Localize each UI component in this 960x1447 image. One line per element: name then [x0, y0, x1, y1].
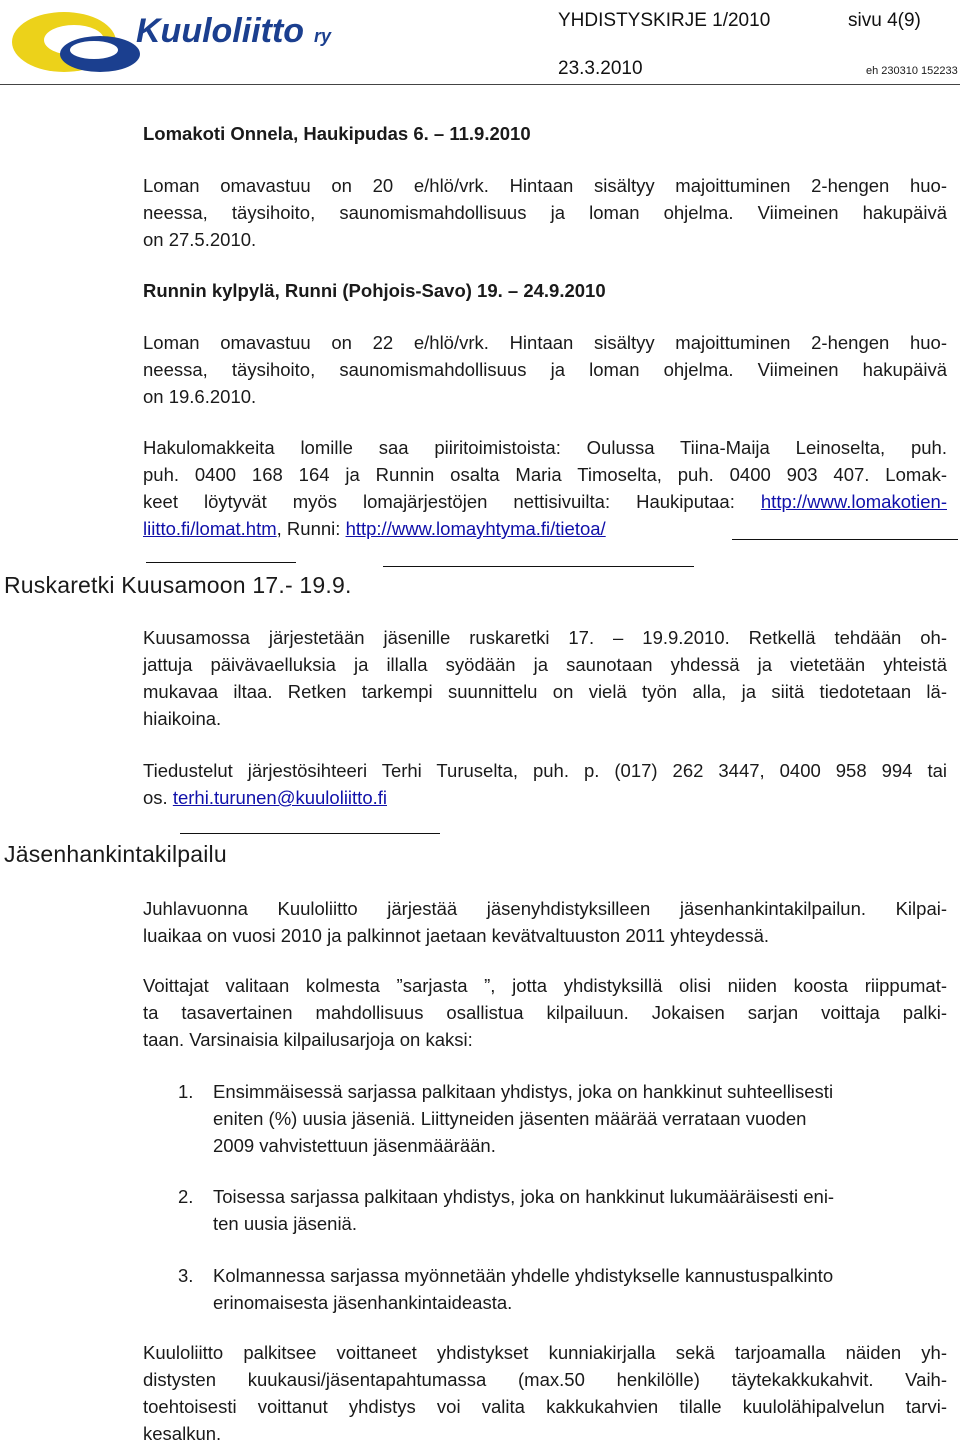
runni-heading: Runnin kylpylä, Runni (Pohjois-Savo) 19. – 24.9.2010	[143, 280, 606, 301]
page-number: sivu 4(9)	[848, 10, 921, 31]
text-line: on 27.5.2010.	[143, 229, 257, 250]
kuuloliitto-logo	[8, 4, 358, 78]
text-line: erinomaisesta jäsenhankintaideasta.	[213, 1292, 513, 1313]
list-number: 1.	[178, 1081, 194, 1102]
kilpailu-intro	[143, 895, 947, 949]
text-line: Kuusamossa järjestetään jäsenille ruskaretki 17. – 19.9.2010. Retkellä tehdään oh-	[143, 627, 947, 648]
text-line	[143, 488, 947, 515]
ruskaretki-paragraph	[143, 624, 947, 732]
runni-paragraph	[143, 329, 947, 410]
divider-line	[732, 539, 958, 540]
text-line: ten uusia jäseniä.	[213, 1213, 357, 1234]
text-line: Tiedustelut järjestösihteeri Terhi Turuselta, puh. p. (017) 262 3447, 0400 958 994 tai	[143, 760, 947, 781]
text-line: on 19.6.2010.	[143, 386, 257, 407]
kilpailu-heading: Jäsenhankintakilpailu	[4, 841, 227, 867]
list-number: 2.	[178, 1186, 194, 1207]
divider-line	[146, 562, 296, 563]
application-paragraph	[143, 434, 947, 542]
text-fragment: os.	[143, 787, 173, 808]
email-link[interactable]: terhi.turunen@kuuloliitto.fi	[172, 787, 387, 808]
haukipudas-link-continued[interactable]: liitto.fi/lomat.htm	[143, 518, 277, 539]
text-fragment: keet löytyvät myös lomajärjestöjen nettisivuilta: Haukiputaa:	[143, 491, 761, 512]
logo-blue-cutout	[70, 41, 118, 59]
text-line: Juhlavuonna Kuuloliitto järjestää jäsenyhdistyksilleen jäsenhankintakilpailun. Kilpai-	[143, 898, 947, 919]
text-line: 2009 vahvistettuun jäsenmäärään.	[213, 1135, 496, 1156]
text-line: distysten kuukausi/jäsentapahtumassa (max.50 henkilölle) täytekakkukahvit. Vaih-	[143, 1369, 947, 1390]
text-line: Kuuloliitto palkitsee voittaneet yhdistykset kunniakirjalla sekä tarjoamalla näiden yh-	[143, 1342, 947, 1363]
runni-link[interactable]: http://www.lomayhtyma.fi/tietoa/	[345, 518, 606, 539]
onnela-heading: Lomakoti Onnela, Haukipudas 6. – 11.9.2010	[143, 123, 531, 144]
onnela-paragraph	[143, 172, 947, 253]
list-item	[178, 1078, 948, 1159]
kilpailu-closing	[143, 1339, 947, 1447]
kilpailu-series	[143, 972, 947, 1053]
divider-line	[383, 566, 694, 567]
text-line	[143, 784, 947, 811]
text-line	[143, 515, 947, 542]
text-line: Kolmannessa sarjassa myönnetään yhdelle yhdistykselle kannustuspalkinto	[213, 1265, 834, 1286]
text-line: jattuja päivävaelluksia ja illalla syödään ja saunotaan yhdessä ja vietetään yhteistä	[143, 654, 947, 675]
doc-reference: eh 230310 152233	[866, 65, 958, 77]
list-item	[178, 1262, 948, 1316]
text-line: Ensimmäisessä sarjassa palkitaan yhdistys, joka on hankkinut suhteellisesti	[213, 1081, 834, 1102]
text-line: Hakulomakkeita lomille saa piiritoimistoista: Oulussa Tiina-Maija Leinoselta, puh.	[143, 437, 947, 458]
text-line: neessa, täysihoito, saunomismahdollisuus ja loman ohjelma. Viimeinen hakupäivä	[143, 202, 947, 223]
text-line: luaikaa on vuosi 2010 ja palkinnot jaetaan kevätvaltuuston 2011 yhteydessä.	[143, 925, 770, 946]
doc-title: YHDISTYSKIRJE 1/2010	[558, 10, 771, 31]
text-fragment: , Runni:	[276, 518, 346, 539]
list-item	[178, 1183, 948, 1237]
haukipudas-link[interactable]: http://www.lomakotien-	[760, 491, 947, 512]
text-line: ta tasavertainen mahdollisuus osallistua kilpailuun. Jokaisen sarjan voittaja palki-	[143, 1002, 947, 1023]
text-line: toehtoisesti voittanut yhdistys voi valita kakkukahvien tilalle kuulolähipalvelun tarvi-	[143, 1396, 947, 1417]
text-line: kesalkun.	[143, 1423, 222, 1444]
text-line: mukavaa iltaa. Retken tarkempi suunnittelu on vielä työn alla, ja siitä tiedotetaan lä-	[143, 681, 947, 702]
text-line: puh. 0400 168 164 ja Runnin osalta Maria Timoselta, puh. 0400 903 407. Lomak-	[143, 464, 947, 485]
text-line: Loman omavastuu on 20 e/hlö/vrk. Hintaan sisältyy majoittuminen 2-hengen huo-	[143, 175, 947, 196]
divider-line	[180, 833, 440, 834]
list-number: 3.	[178, 1265, 194, 1286]
text-line: eniten (%) uusia jäseniä. Liittyneiden jäsenten määrää verrataan vuoden	[213, 1108, 807, 1129]
logo-wordmark: Kuuloliitto	[136, 12, 305, 50]
doc-date: 23.3.2010	[558, 58, 643, 79]
text-line: taan. Varsinaisia kilpailusarjoja on kaksi:	[143, 1029, 473, 1050]
text-line: Voittajat valitaan kolmesta ”sarjasta ”, jotta yhdistyksillä olisi niiden koosta riippumat-	[143, 975, 947, 996]
text-line: Toisessa sarjassa palkitaan yhdistys, joka on hankkinut lukumääräisesti eni-	[213, 1186, 835, 1207]
ruskaretki-heading: Ruskaretki Kuusamoon 17.- 19.9.	[4, 572, 352, 598]
text-line: Loman omavastuu on 22 e/hlö/vrk. Hintaan sisältyy majoittuminen 2-hengen huo-	[143, 332, 947, 353]
logo-suffix: ry	[314, 26, 332, 46]
text-line: hiaikoina.	[143, 708, 222, 729]
text-line: neessa, täysihoito, saunomismahdollisuus ja loman ohjelma. Viimeinen hakupäivä	[143, 359, 947, 380]
header-divider	[0, 84, 960, 85]
ruskaretki-contact	[143, 757, 947, 811]
